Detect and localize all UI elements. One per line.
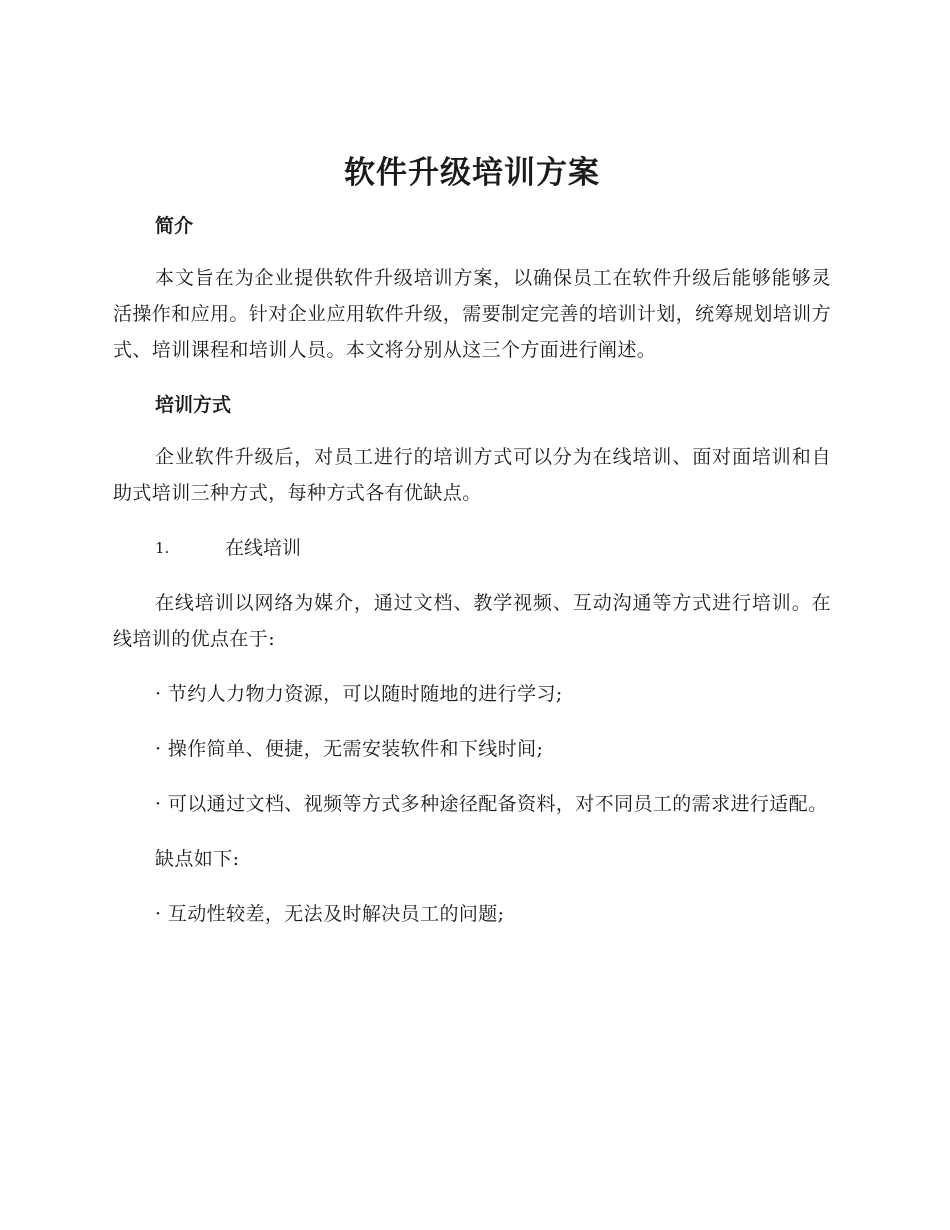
numbered-list-item [113,530,831,566]
section-heading-intro: 简介 [155,215,194,237]
disadvantages-label: 缺点如下: [155,848,240,870]
section-heading-training-methods: 培训方式 [155,394,232,416]
online-training-intro: 在线培训以网络为媒介，通过文档、教学视频、互动沟通等方式进行培训。在线培训的优点在于: [113,592,831,650]
advantage-item: · 可以通过文档、视频等方式多种途径配备资料，对不同员工的需求进行适配。 [155,793,828,815]
intro-paragraph: 本文旨在为企业提供软件升级培训方案，以确保员工在软件升级后能够能够灵活操作和应用。针对企业应用软件升级，需要制定完善的培训计划，统筹规划培训方式、培训课程和培训人员。本文将分别从这三个方面进行阐述。 [113,267,831,361]
advantage-item: · 节约人力物力资源，可以随时随地的进行学习; [155,683,563,705]
list-item-label: 在线培训 [225,537,302,559]
document-title: 软件升级培训方案 [344,155,600,191]
advantage-item: · 操作简单、便捷，无需安装软件和下线时间; [155,738,544,760]
training-methods-paragraph: 企业软件升级后，对员工进行的培训方式可以分为在线培训、面对面培训和自助式培训三种方式，每种方式各有优缺点。 [113,446,831,504]
list-item-number: 1. [155,539,170,557]
disadvantage-item: · 互动性较差，无法及时解决员工的问题; [155,903,505,925]
document-content [113,148,831,932]
